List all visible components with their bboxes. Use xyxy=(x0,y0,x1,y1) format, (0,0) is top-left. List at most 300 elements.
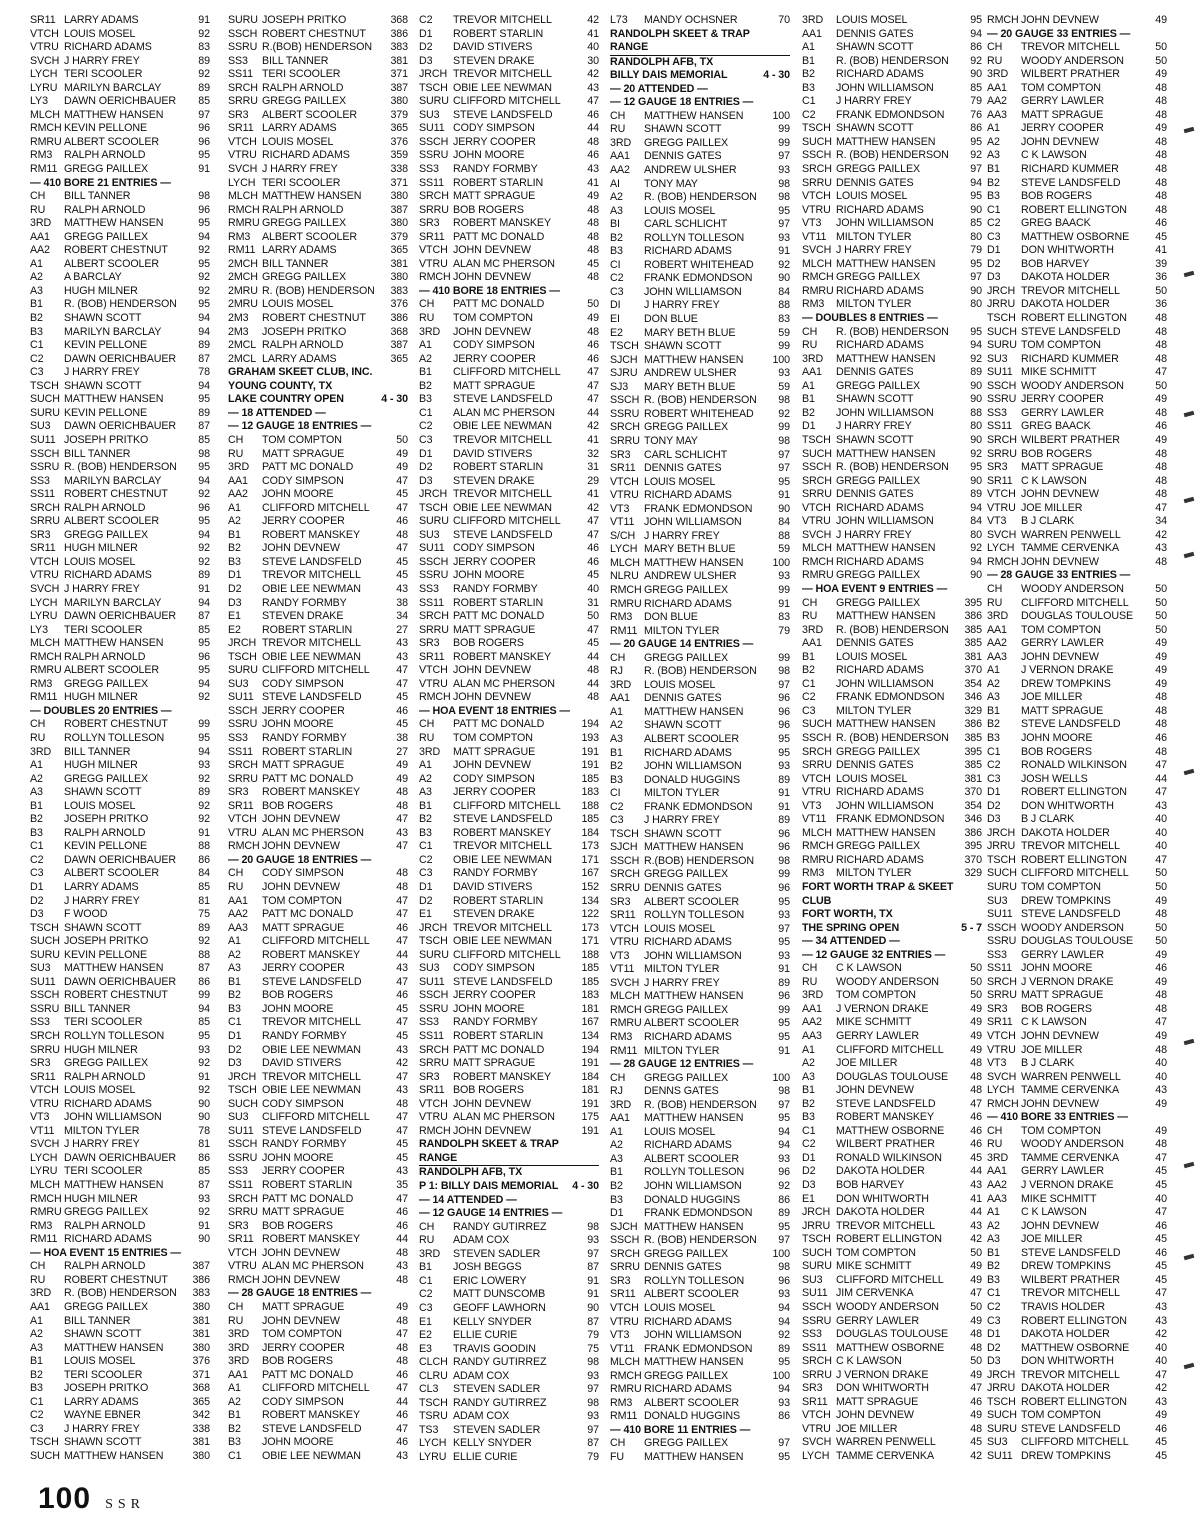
class-code: LYCH xyxy=(987,1084,1015,1097)
result-row xyxy=(987,895,1167,909)
result-row xyxy=(419,1356,599,1370)
class-code: B2 xyxy=(802,68,815,81)
score: 90 xyxy=(778,502,790,515)
result-row xyxy=(802,271,982,285)
result-row xyxy=(419,583,599,597)
class-code: A3 xyxy=(419,786,432,799)
class-code: SU3 xyxy=(30,420,51,433)
shooter-name: RALPH ARNOLD xyxy=(64,1070,146,1083)
shooter-name: LOUIS MOSEL xyxy=(644,1125,716,1138)
result-row xyxy=(30,1450,210,1464)
shooter-name: STEVE LANDSFELD xyxy=(262,1124,362,1137)
shooter-name: PATT MC DONALD xyxy=(262,1192,354,1205)
score: 79 xyxy=(970,95,982,108)
score: 46 xyxy=(396,1409,408,1422)
class-code: RM11 xyxy=(610,1044,638,1057)
score: 386 xyxy=(964,718,982,731)
shooter-name: ALBERT SCOOLER xyxy=(644,732,740,745)
class-code: JRCH xyxy=(419,488,448,501)
shooter-name: TONY MAY xyxy=(644,177,698,190)
score: 91 xyxy=(778,597,790,610)
score: 48 xyxy=(587,135,599,148)
shooter-name: BOB ROGERS xyxy=(453,637,524,650)
result-row xyxy=(419,149,599,163)
score: 47 xyxy=(587,366,599,379)
section-heading xyxy=(228,407,408,421)
class-code: AA1 xyxy=(802,637,822,650)
result-row xyxy=(987,1274,1167,1288)
shooter-name: DAWN OERICHBAUER xyxy=(64,1151,177,1164)
result-row xyxy=(610,963,790,977)
shooter-name: JERRY COOPER xyxy=(262,704,345,717)
result-row xyxy=(30,1396,210,1410)
result-row xyxy=(228,353,408,367)
score: 92 xyxy=(198,68,210,81)
score: 42 xyxy=(1155,1328,1167,1341)
result-row xyxy=(987,312,1167,326)
class-code: VT11 xyxy=(610,963,635,976)
score: 91 xyxy=(778,963,790,976)
class-code: LY3 xyxy=(30,95,48,108)
result-row xyxy=(610,557,790,571)
result-row xyxy=(228,109,408,123)
score: 387 xyxy=(390,81,408,94)
shooter-name: TERI SCOOLER xyxy=(64,1368,143,1381)
class-code: LYCH xyxy=(30,596,58,609)
class-code: SRCH xyxy=(610,1247,640,1260)
shooter-name: MATT SPRAGUE xyxy=(453,379,536,392)
class-code: AA1 xyxy=(610,1112,630,1125)
score: 97 xyxy=(587,1423,599,1436)
score: 88 xyxy=(198,948,210,961)
score: 346 xyxy=(964,691,982,704)
class-code: RMCH xyxy=(30,122,62,135)
result-row xyxy=(419,136,599,150)
class-code: SURU xyxy=(228,14,258,26)
class-code: SR11 xyxy=(228,122,254,135)
class-code: VT11 xyxy=(30,1124,55,1137)
shooter-name: ALAN MC PHERSON xyxy=(453,677,555,690)
shooter-name: ROBERT STARLIN xyxy=(262,623,353,636)
result-row xyxy=(30,14,210,28)
result-row xyxy=(610,354,790,368)
class-code: SRCH xyxy=(419,610,449,623)
shooter-name: ROBERT ELLINGTON xyxy=(1021,1395,1127,1408)
score: 44 xyxy=(1155,772,1167,785)
shooter-name: HUGH MILNER xyxy=(64,542,138,555)
shooter-name: ALAN MC PHERSON xyxy=(262,1260,364,1273)
shooter-name: ROBERT ELLINGTON xyxy=(1021,853,1127,866)
class-code: SS3 xyxy=(419,163,439,176)
score: 95 xyxy=(198,393,210,406)
class-code: A1 xyxy=(987,122,1000,135)
class-code: C2 xyxy=(987,217,1001,230)
score: 84 xyxy=(778,516,790,529)
shooter-name: JOE MILLER xyxy=(836,1422,898,1435)
class-code: SSRU xyxy=(228,1151,258,1164)
score: 46 xyxy=(396,1368,408,1381)
class-code: C1 xyxy=(802,1124,816,1137)
result-row xyxy=(610,1397,790,1411)
score: 49 xyxy=(396,461,408,474)
class-code: B2 xyxy=(610,1180,623,1193)
result-row xyxy=(802,1287,982,1301)
class-code: SU3 xyxy=(419,108,440,121)
class-code: C3 xyxy=(419,867,433,880)
class-code: SSCH xyxy=(228,1138,258,1151)
class-code: C3 xyxy=(30,867,44,880)
score: 97 xyxy=(778,150,790,163)
class-code: B3 xyxy=(610,773,623,786)
result-row xyxy=(610,598,790,612)
heading-date: 4 - 30 xyxy=(763,69,790,82)
score: 86 xyxy=(198,975,210,988)
class-code: LYRU xyxy=(30,610,58,623)
result-row xyxy=(30,1138,210,1152)
result-row xyxy=(802,1220,982,1234)
class-code: VT3 xyxy=(987,1057,1007,1070)
score: 48 xyxy=(1155,190,1167,203)
score: 92 xyxy=(970,149,982,162)
result-row xyxy=(802,353,982,367)
class-code: SJCH xyxy=(610,353,638,366)
class-code: AA1 xyxy=(610,150,630,163)
result-row xyxy=(802,529,982,543)
shooter-name: HUGH MILNER xyxy=(64,759,138,772)
result-row xyxy=(228,1165,408,1179)
class-code: RMCH xyxy=(419,1124,451,1137)
class-code: B2 xyxy=(30,1368,43,1381)
score: 98 xyxy=(778,177,790,190)
shooter-name: R. (BOB) HENDERSON xyxy=(64,298,177,311)
result-row xyxy=(30,583,210,597)
score: 97 xyxy=(587,1383,599,1396)
shooter-name: LOUIS MOSEL xyxy=(262,135,334,148)
class-code: 3RD xyxy=(987,68,1009,81)
result-row xyxy=(987,1179,1167,1193)
shooter-name: LOUIS MOSEL xyxy=(836,190,908,203)
score: 97 xyxy=(778,1437,790,1450)
score: 97 xyxy=(778,1098,790,1111)
score: 48 xyxy=(587,244,599,257)
shooter-name: LOUIS MOSEL xyxy=(64,27,136,40)
score: 87 xyxy=(198,962,210,975)
score: 36 xyxy=(1155,271,1167,284)
result-row xyxy=(228,867,408,881)
score: 81 xyxy=(198,1138,210,1151)
shooter-name: TRAVIS GOODIN xyxy=(453,1342,536,1355)
shooter-name: JOHN DEVNEW xyxy=(262,813,340,826)
score: 95 xyxy=(198,298,210,311)
shooter-name: ALBERT SCOOLER xyxy=(64,867,160,880)
score: 89 xyxy=(970,366,982,379)
result-row xyxy=(419,488,599,502)
shooter-name: RANDY GUTIRREZ xyxy=(453,1220,547,1233)
class-code: B2 xyxy=(802,1097,815,1110)
result-row xyxy=(802,1396,982,1410)
shooter-name: DENNIS GATES xyxy=(836,27,914,40)
score: 48 xyxy=(1155,339,1167,352)
shooter-name: R. (BOB) HENDERSON xyxy=(836,731,949,744)
shooter-name: DON WHITWORTH xyxy=(1021,244,1114,257)
shooter-name: STEVEN SADLER xyxy=(453,1383,541,1396)
class-code: SRCH xyxy=(987,433,1017,446)
score: 91 xyxy=(778,245,790,258)
result-row xyxy=(987,624,1167,638)
result-row xyxy=(610,1370,790,1384)
result-row xyxy=(802,285,982,299)
shooter-name: GREGG PAILLEX xyxy=(644,1437,729,1450)
shooter-name: DENNS GATES xyxy=(644,1085,719,1098)
class-code: RU xyxy=(419,731,435,744)
score: 42 xyxy=(587,68,599,81)
result-row xyxy=(30,569,210,583)
result-row xyxy=(419,1071,599,1085)
class-code: SRCH xyxy=(30,1030,60,1043)
result-row xyxy=(802,1369,982,1383)
result-row xyxy=(228,1301,408,1315)
shooter-name: GREGG PAILLEX xyxy=(836,163,921,176)
class-code: A3 xyxy=(987,149,1000,162)
result-row xyxy=(30,1328,210,1342)
result-row xyxy=(802,109,982,123)
result-row xyxy=(802,1450,982,1464)
class-code: AA3 xyxy=(802,1030,822,1043)
shooter-name: DAWN OERICHBAUER xyxy=(64,420,177,433)
score: 98 xyxy=(587,1356,599,1369)
score: 87 xyxy=(198,610,210,623)
class-code: A2 xyxy=(30,772,43,785)
score: 48 xyxy=(970,1070,982,1083)
result-row xyxy=(802,448,982,462)
shooter-name: BILL TANNER xyxy=(64,1002,131,1015)
result-row xyxy=(30,271,210,285)
score: 94 xyxy=(198,312,210,325)
result-row xyxy=(802,434,982,448)
class-code: SRRU xyxy=(228,772,258,785)
score: 46 xyxy=(587,542,599,555)
score: 94 xyxy=(778,1139,790,1152)
result-row xyxy=(987,339,1167,353)
score: 385 xyxy=(964,759,982,772)
class-code: B2 xyxy=(30,312,43,325)
class-code: VTRU xyxy=(610,1315,639,1328)
shooter-name: WOODY ANDERSON xyxy=(836,1300,939,1313)
class-code: RMRU xyxy=(802,284,834,297)
result-row xyxy=(987,691,1167,705)
score: 44 xyxy=(587,406,599,419)
results-column xyxy=(228,14,408,1464)
class-code: SVCH xyxy=(30,54,60,67)
shooter-name: GREG BAACK xyxy=(1021,217,1091,230)
score: 47 xyxy=(396,1328,408,1341)
score: 43 xyxy=(1155,1314,1167,1327)
result-row xyxy=(610,570,790,584)
shooter-name: BILL TANNER xyxy=(64,745,131,758)
shooter-name: MATTHEW HANSEN xyxy=(64,962,164,975)
shooter-name: MILTON TYLER xyxy=(64,1124,140,1137)
class-code: AA3 xyxy=(228,921,248,934)
class-code: D1 xyxy=(987,1328,1001,1341)
class-code: RMCH xyxy=(610,1369,642,1382)
shooter-name: GREGG PAILLEX xyxy=(64,230,149,243)
class-code: SVCH xyxy=(30,1138,60,1151)
class-code: TSCH xyxy=(228,650,257,663)
class-code: SU3 xyxy=(30,962,51,975)
shooter-name: C K LAWSON xyxy=(1021,1016,1087,1029)
score: 91 xyxy=(778,489,790,502)
result-row xyxy=(610,1356,790,1370)
result-row xyxy=(802,840,982,854)
score: 92 xyxy=(778,1329,790,1342)
class-code: A2 xyxy=(228,515,241,528)
score: 49 xyxy=(396,772,408,785)
page-footer xyxy=(38,1482,145,1522)
score: 49 xyxy=(970,1043,982,1056)
shooter-name: MARY BETH BLUE xyxy=(644,380,736,393)
heading-text: — HOA EVENT 18 ENTRIES — xyxy=(419,704,571,717)
shooter-name: RALPH ARNOLD xyxy=(64,149,146,162)
shooter-name: STEVE LANDSFELD xyxy=(262,555,362,568)
class-code: 3RD xyxy=(419,325,441,338)
result-row xyxy=(30,502,210,516)
shooter-name: RICHARD ADAMS xyxy=(836,853,924,866)
shooter-name: DENNIS GATES xyxy=(836,759,914,772)
score: 383 xyxy=(390,41,408,54)
section-heading xyxy=(610,96,790,110)
score: 183 xyxy=(581,989,599,1002)
class-code: VT3 xyxy=(30,1111,50,1124)
score: 93 xyxy=(778,760,790,773)
shooter-name: MANDY OCHSNER xyxy=(644,14,738,26)
score: 83 xyxy=(778,313,790,326)
score: 380 xyxy=(192,1341,210,1354)
class-code: RJ xyxy=(610,1085,623,1098)
result-row xyxy=(228,515,408,529)
class-code: A1 xyxy=(610,705,623,718)
class-code: D3 xyxy=(419,54,433,67)
score: 80 xyxy=(970,528,982,541)
score: 96 xyxy=(198,650,210,663)
result-row xyxy=(802,149,982,163)
class-code: AA1 xyxy=(228,894,248,907)
result-row xyxy=(30,28,210,42)
result-row xyxy=(419,759,599,773)
shooter-name: CODY SIMPSON xyxy=(262,867,344,880)
section-heading xyxy=(610,83,790,97)
result-row xyxy=(802,1342,982,1356)
class-code: SU11 xyxy=(419,975,445,988)
shooter-name: MATTHEW HANSEN xyxy=(64,1341,164,1354)
shooter-name: J HARRY FREY xyxy=(64,54,140,67)
score: 383 xyxy=(192,1287,210,1300)
shooter-name: B J CLARK xyxy=(1021,1057,1075,1070)
class-code: D2 xyxy=(30,894,44,907)
score: 92 xyxy=(778,1180,790,1193)
result-row xyxy=(30,691,210,705)
margin-mark xyxy=(1184,552,1195,558)
result-row xyxy=(419,773,599,787)
class-code: SUCH xyxy=(987,325,1017,338)
section-heading xyxy=(802,908,982,922)
class-code: SR3 xyxy=(30,1057,51,1070)
shooter-name: MATTHEW HANSEN xyxy=(644,1356,744,1369)
score: 98 xyxy=(778,191,790,204)
class-code: CH xyxy=(30,718,46,731)
score: 43 xyxy=(396,1449,408,1462)
class-code: B1 xyxy=(30,298,43,311)
shooter-name: OBIE LEE NEWMAN xyxy=(453,853,552,866)
result-row xyxy=(228,448,408,462)
result-row xyxy=(228,1436,408,1450)
class-code: B3 xyxy=(419,826,432,839)
score: 40 xyxy=(1155,1192,1167,1205)
result-row xyxy=(610,1045,790,1059)
result-row xyxy=(419,177,599,191)
shooter-name: FRANK EDMONDSON xyxy=(836,691,945,704)
shooter-name: JOHN WILLIAMSON xyxy=(644,949,742,962)
score: 49 xyxy=(1155,637,1167,650)
section-heading xyxy=(30,705,210,719)
score: 368 xyxy=(390,325,408,338)
score: 43 xyxy=(396,1165,408,1178)
class-code: JRRU xyxy=(987,298,1016,311)
result-row xyxy=(30,258,210,272)
class-code: RU xyxy=(987,1138,1003,1151)
shooter-name: CLIFFORD MITCHELL xyxy=(836,1043,944,1056)
shooter-name: R. (BOB) HENDERSON xyxy=(836,623,949,636)
score: 91 xyxy=(198,1219,210,1232)
shooter-name: MILTON TYLER xyxy=(836,230,912,243)
score: 94 xyxy=(970,501,982,514)
class-code: SS11 xyxy=(228,745,253,758)
shooter-name: GREGG PAILLEX xyxy=(836,596,921,609)
class-code: SUCH xyxy=(228,1097,258,1110)
class-code: B1 xyxy=(802,650,815,663)
class-code: B1 xyxy=(228,528,241,541)
result-row xyxy=(610,1166,790,1180)
score: 43 xyxy=(970,1179,982,1192)
class-code: VTRU xyxy=(228,149,257,162)
class-code: SS3 xyxy=(987,406,1007,419)
shooter-name: MATT SPRAGUE xyxy=(453,745,536,758)
class-code: E1 xyxy=(419,908,432,921)
result-row xyxy=(30,1084,210,1098)
score: 90 xyxy=(198,1233,210,1246)
result-row xyxy=(987,976,1167,990)
shooter-name: JOHN MOORE xyxy=(262,1151,334,1164)
class-code: SR11 xyxy=(987,474,1013,487)
shooter-name: SHAWN SCOTT xyxy=(64,379,142,392)
score: 381 xyxy=(964,772,982,785)
result-row xyxy=(802,1084,982,1098)
class-code: C2 xyxy=(987,1300,1001,1313)
class-code: SSCH xyxy=(30,989,60,1002)
result-row xyxy=(228,1206,408,1220)
score: 395 xyxy=(964,596,982,609)
score: 91 xyxy=(778,787,790,800)
result-row xyxy=(610,909,790,923)
shooter-name: JOHN DEVNEW xyxy=(1021,650,1099,663)
shooter-name: RANDY FORMBY xyxy=(453,163,538,176)
shooter-name: JERRY COOPER xyxy=(453,786,536,799)
score: 43 xyxy=(396,650,408,663)
class-code: D3 xyxy=(987,271,1001,284)
shooter-name: C K LAWSON xyxy=(836,1355,902,1368)
shooter-name: DAVID STIVERS xyxy=(453,447,533,460)
class-code: SSRU xyxy=(30,461,60,474)
result-row xyxy=(228,732,408,746)
